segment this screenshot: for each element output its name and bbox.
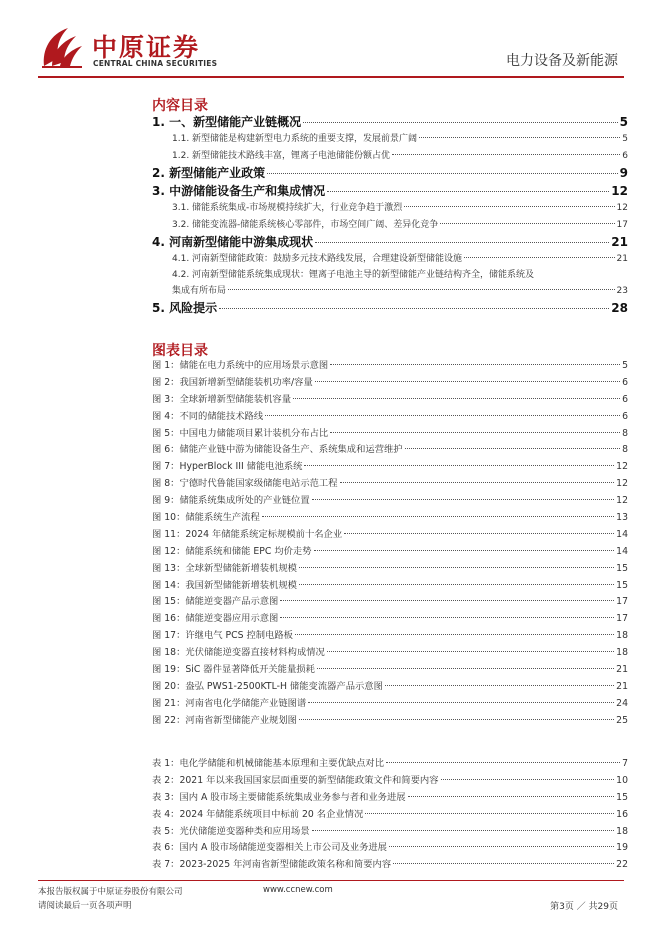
entry-page-number: 28 <box>611 301 628 315</box>
footer-website[interactable]: www.ccnew.com <box>263 885 333 895</box>
entry-page-number: 5 <box>619 115 628 129</box>
entry-label: 集成有所布局 <box>172 285 227 296</box>
figures-title: 图表目录 <box>152 343 208 359</box>
entry-label: 图 21：河南省电化学储能产业链图谱 <box>152 697 307 709</box>
dot-leader <box>404 206 614 207</box>
entry-page-number: 15 <box>616 579 628 591</box>
entry-page-number: 17 <box>616 219 628 230</box>
dot-leader <box>317 668 614 669</box>
entry-page-number: 12 <box>616 461 628 473</box>
entry-page-number: 17 <box>616 613 628 625</box>
entry-label: 图 6：储能产业链中游为储能设备生产、系统集成和运营维护 <box>152 444 403 456</box>
entry-page-number: 15 <box>616 562 628 574</box>
entry-page-number: 12 <box>616 203 628 213</box>
toc-entry[interactable] <box>152 131 628 148</box>
entry-page-number: 14 <box>616 528 628 540</box>
toc-entry[interactable] <box>152 251 628 268</box>
entry-page-number: 17 <box>616 596 628 608</box>
table-entry[interactable] <box>152 857 628 874</box>
table-entry[interactable] <box>152 756 628 773</box>
entry-page-number: 14 <box>616 545 628 557</box>
entry-page-number: 13 <box>616 512 628 524</box>
entry-label: 表 3：国内 A 股市场主要储能系统集成业务参与者和业务进展 <box>152 791 406 803</box>
entry-page-number: 12 <box>616 478 628 490</box>
toc-entry[interactable] <box>152 299 628 317</box>
entry-label: 图 4：不同的储能技术路线 <box>152 410 264 422</box>
figure-entry[interactable] <box>152 628 628 645</box>
dot-leader <box>419 137 620 138</box>
figures-list <box>152 358 628 730</box>
entry-page-number: 15 <box>616 791 628 803</box>
entry-label: 图 18：光伏储能逆变器直接材料构成情况 <box>152 647 325 659</box>
entry-page-number: 22 <box>616 859 628 871</box>
footer-disclaimer: 请阅读最后一页各项声明 <box>38 901 132 911</box>
tables-list <box>152 756 628 874</box>
entry-page-number: 21 <box>616 254 628 264</box>
entry-label: 图 15：储能逆变器产品示意图 <box>152 596 279 608</box>
entry-page-number: 21 <box>616 680 628 692</box>
entry-page-number: 18 <box>616 630 628 642</box>
dot-leader <box>314 550 615 551</box>
dot-leader <box>344 533 614 534</box>
entry-label: 图 3：全球新增新型储能装机容量 <box>152 393 292 405</box>
figure-entry[interactable] <box>152 696 628 713</box>
dot-leader <box>365 813 614 814</box>
figure-entry[interactable] <box>152 392 628 409</box>
dot-leader <box>441 779 615 780</box>
header-divider <box>38 76 624 78</box>
figure-entry[interactable] <box>152 426 628 443</box>
entry-label: 3. 中游储能设备生产和集成情况 <box>152 184 326 198</box>
entry-label: 表 2：2021 年以来我国国家层面重要的新型储能政策文件和简要内容 <box>152 774 439 786</box>
figure-entry[interactable] <box>152 527 628 544</box>
entry-label: 5. 风险提示 <box>152 301 218 315</box>
entry-page-number: 6 <box>622 376 628 388</box>
figure-entry[interactable] <box>152 561 628 578</box>
figure-entry[interactable] <box>152 459 628 476</box>
entry-label: 图 11：2024 年储能系统定标规模前十名企业 <box>152 528 343 540</box>
logo-mark-icon <box>38 24 86 70</box>
entry-page-number: 18 <box>616 647 628 659</box>
entry-label: 图 17：许继电气 PCS 控制电路板 <box>152 630 293 642</box>
dot-leader <box>392 154 620 155</box>
entry-page-number: 5 <box>622 134 628 144</box>
entry-page-number: 8 <box>622 444 628 456</box>
figure-entry[interactable] <box>152 713 628 730</box>
dot-leader <box>330 364 620 365</box>
sector-label: 电力设备及新能源 <box>506 53 618 69</box>
entry-page-number: 6 <box>622 393 628 405</box>
entry-label: 图 14：我国新型储能新增装机规模 <box>152 579 297 591</box>
dot-leader <box>315 381 620 382</box>
entry-label: 图 13：全球新型储能新增装机规模 <box>152 562 297 574</box>
company-name-cn: 中原证券 <box>92 33 201 62</box>
entry-page-number: 5 <box>622 360 628 371</box>
entry-label: 4.1. 河南新型储能政策：鼓励多元技术路线发展，合理建设新型储能设施 <box>172 254 463 264</box>
figure-entry[interactable] <box>152 645 628 662</box>
entry-label: 图 7：HyperBlock III 储能电池系统 <box>152 461 303 473</box>
entry-page-number: 12 <box>616 495 628 507</box>
toc-title: 内容目录 <box>152 98 208 114</box>
entry-page-number: 12 <box>611 184 628 198</box>
page-header <box>0 0 662 80</box>
figure-entry[interactable] <box>152 493 628 510</box>
footer-copyright: 本报告版权属于中原证券股份有限公司 <box>38 887 183 897</box>
toc-entry[interactable] <box>152 182 628 200</box>
dot-leader <box>389 846 614 847</box>
entry-label: 2. 新型储能产业政策 <box>152 166 266 180</box>
entry-label: 图 10：储能系统生产流程 <box>152 512 260 524</box>
toc-entry[interactable] <box>152 233 628 251</box>
dot-leader <box>293 398 620 399</box>
entry-label: 表 4：2024 年储能系统项目中标前 20 名企业情况 <box>152 808 364 820</box>
entry-label: 表 7：2023-2025 年河南省新型储能政策名称和简要内容 <box>152 859 392 871</box>
figure-entry[interactable] <box>152 375 628 392</box>
table-entry[interactable] <box>152 790 628 807</box>
entry-label: 图 19：SiC 器件显著降低开关能量损耗 <box>152 664 315 676</box>
dot-leader <box>408 796 615 797</box>
figure-entry[interactable] <box>152 662 628 679</box>
dot-leader <box>303 122 618 123</box>
entry-page-number: 7 <box>622 758 628 769</box>
toc-entry[interactable] <box>152 164 628 182</box>
entry-label: 图 9：储能系统集成所处的产业链位置 <box>152 495 310 507</box>
entry-label: 图 16：储能逆变器应用示意图 <box>152 613 279 625</box>
toc-entry-wrapped-line[interactable]: 4.2. 河南新型储能系统集成现状：锂离子电池主导的新型储能产业链结构齐全，储能系统及 <box>172 269 535 280</box>
dot-leader <box>304 465 614 466</box>
dot-leader <box>295 634 614 635</box>
figure-entry[interactable] <box>152 442 628 459</box>
dot-leader <box>267 173 618 174</box>
toc-entry[interactable] <box>152 113 628 131</box>
entry-page-number: 9 <box>619 166 628 180</box>
company-logo <box>38 24 228 74</box>
footer-divider <box>38 880 624 881</box>
table-entry[interactable] <box>152 840 628 857</box>
entry-label: 表 5：光伏储能逆变器种类和应用场景 <box>152 825 310 837</box>
entry-label: 图 1：储能在电力系统中的应用场景示意图 <box>152 360 329 371</box>
entry-page-number: 6 <box>622 410 628 422</box>
entry-label: 图 20：盎弘 PWS1-2500KTL-H 储能变流器产品示意图 <box>152 680 383 692</box>
figure-entry[interactable] <box>152 544 628 561</box>
dot-leader <box>315 242 609 243</box>
toc-entry[interactable] <box>152 200 628 217</box>
entry-label: 图 12：储能系统和储能 EPC 均价走势 <box>152 545 312 557</box>
dot-leader <box>327 651 614 652</box>
dot-leader <box>327 191 609 192</box>
footer-page-info: 第3页 ／ 共29页 <box>550 902 618 912</box>
entry-label: 4. 河南新型储能中游集成现状 <box>152 235 314 249</box>
dot-leader <box>280 600 614 601</box>
figure-entry[interactable] <box>152 578 628 595</box>
toc-entry[interactable] <box>152 148 628 165</box>
entry-page-number: 24 <box>616 697 628 709</box>
dot-leader <box>265 415 620 416</box>
toc-list <box>152 113 628 317</box>
entry-label: 表 6：国内 A 股市场储能逆变器相关上市公司及业务进展 <box>152 842 387 854</box>
entry-label: 表 1：电化学储能和机械储能基本原理和主要优缺点对比 <box>152 758 384 769</box>
toc-entry[interactable] <box>152 217 628 234</box>
dot-leader <box>464 257 615 258</box>
entry-label: 图 2：我国新增新型储能装机功率/容量 <box>152 376 313 388</box>
dot-leader <box>228 289 615 290</box>
figure-entry[interactable] <box>152 510 628 527</box>
entry-page-number: 6 <box>622 150 628 161</box>
entry-page-number: 10 <box>616 774 628 786</box>
figure-entry[interactable] <box>152 594 628 611</box>
entry-label: 3.2. 储能变流器-储能系统核心零部件，市场空间广阔、差异化竞争 <box>172 219 439 230</box>
dot-leader <box>440 223 614 224</box>
dot-leader <box>312 830 615 831</box>
entry-page-number: 25 <box>616 714 628 726</box>
dot-leader <box>299 584 614 585</box>
entry-label: 图 22：河南省新型储能产业规划图 <box>152 714 297 726</box>
entry-page-number: 8 <box>622 427 628 439</box>
figure-entry[interactable] <box>152 679 628 696</box>
dot-leader <box>340 482 615 483</box>
figure-entry[interactable] <box>152 476 628 493</box>
table-entry[interactable] <box>152 824 628 841</box>
entry-page-number: 21 <box>616 664 628 676</box>
toc-entry[interactable] <box>152 283 628 300</box>
entry-label: 图 5：中国电力储能项目累计装机分布占比 <box>152 427 329 439</box>
dot-leader <box>393 863 614 864</box>
entry-page-number: 18 <box>616 825 628 837</box>
entry-label: 图 8：宁德时代鲁能国家级储能电站示范工程 <box>152 478 338 490</box>
dot-leader <box>299 567 614 568</box>
company-name-en: CENTRAL CHINA SECURITIES <box>93 59 218 68</box>
entry-page-number: 23 <box>616 285 628 296</box>
figure-entry[interactable] <box>152 611 628 628</box>
entry-label: 3.1. 储能系统集成-市场规模持续扩大，行业竞争趋于激烈 <box>172 203 403 213</box>
entry-label: 1.2. 新型储能技术路线丰富，锂离子电池储能份额占优 <box>172 150 391 161</box>
dot-leader <box>262 516 614 517</box>
dot-leader <box>312 499 615 500</box>
dot-leader <box>299 719 614 720</box>
dot-leader <box>405 448 620 449</box>
table-entry[interactable] <box>152 807 628 824</box>
entry-page-number: 19 <box>616 842 628 854</box>
figure-entry[interactable] <box>152 358 628 375</box>
dot-leader <box>219 308 609 309</box>
dot-leader <box>330 432 620 433</box>
dot-leader <box>280 617 614 618</box>
figure-entry[interactable] <box>152 409 628 426</box>
entry-label: 1. 一、新型储能产业链概况 <box>152 115 302 129</box>
dot-leader <box>386 762 620 763</box>
table-entry[interactable] <box>152 773 628 790</box>
entry-label: 1.1. 新型储能是构建新型电力系统的重要支撑，发展前景广阔 <box>172 134 418 144</box>
entry-page-number: 16 <box>616 808 628 820</box>
dot-leader <box>385 685 614 686</box>
dot-leader <box>308 702 614 703</box>
entry-page-number: 21 <box>611 235 628 249</box>
